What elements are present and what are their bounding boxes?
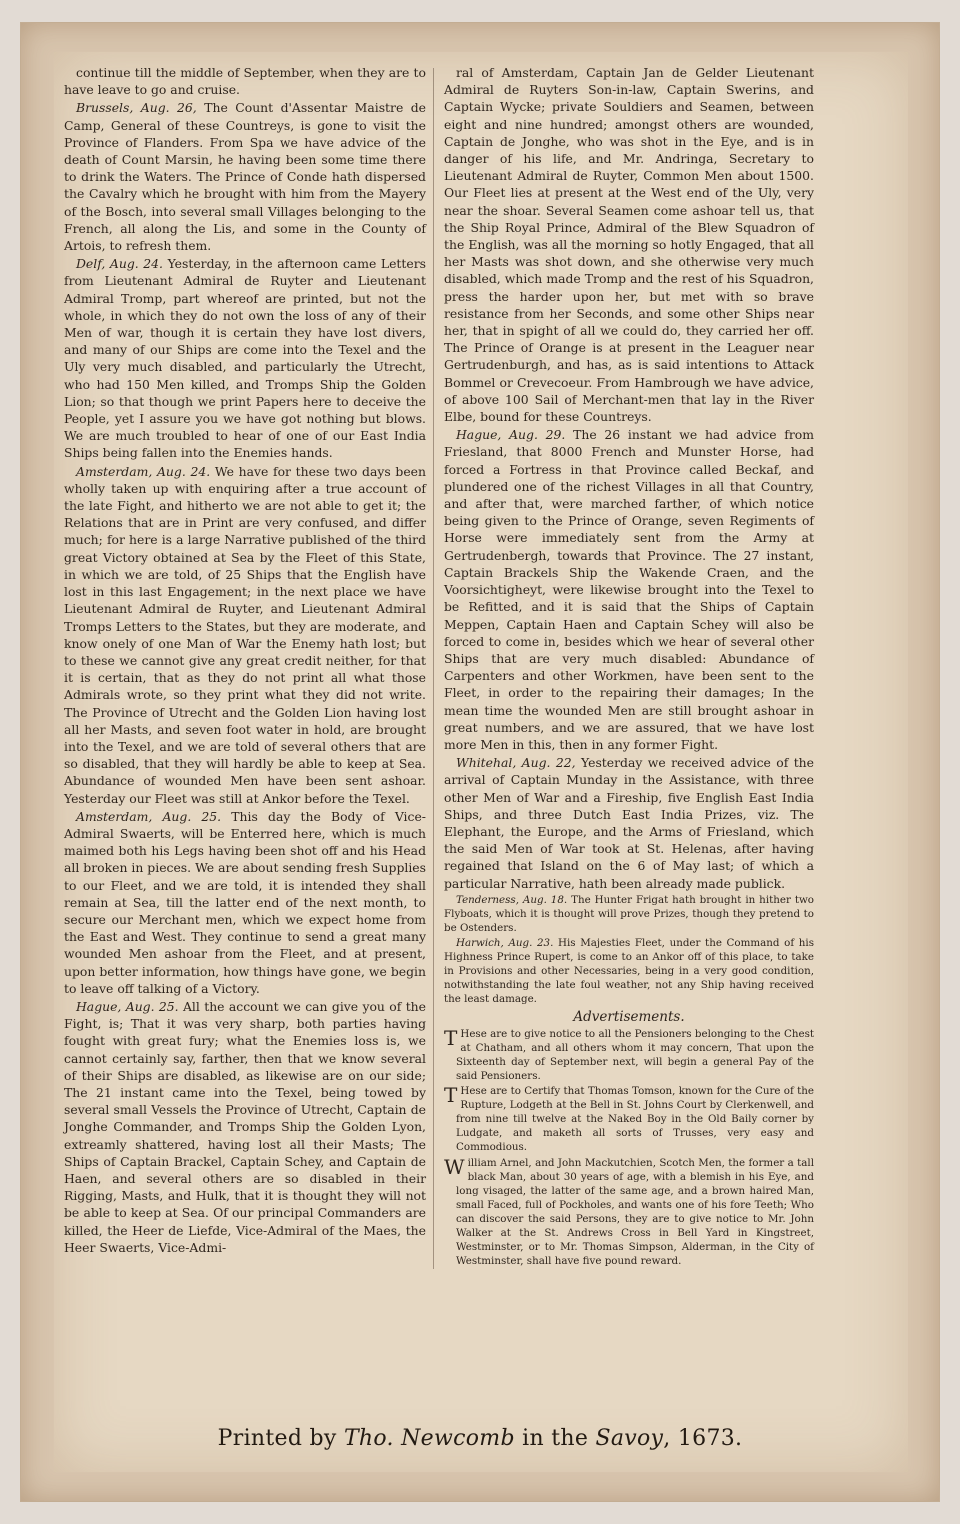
news-paragraph-small: Harwich, Aug. 23. His Majesties Fleet, under the Command of his Highness Prince Rupert, is come to an Ankor off of this place, to take in Provisions and other Necessaries, being in a very good condition, notwithstanding the late foul weather, not any Ship having received the least damage.	[444, 937, 814, 1006]
news-paragraph: Brussels, Aug. 26, The Count d'Assentar Maistre de Camp, General of these Countreys, is gone to visit the Province of Flanders. From Spa we have advice of the death of Count Marsin, he having been some time there to drink the Waters. The Prince of Conde hath dispersed the Cavalry which he brought with him from the Mayery of the Bosch, into several small Villages belonging to the French, all along the Lis, and some in the County of Artois, to refresh them.	[64, 100, 427, 254]
advertisements-heading: Advertisements.	[573, 1008, 685, 1025]
column-rule	[433, 68, 434, 1269]
advertisement: T Hese are to Certify that Thomas Tomson, known for the Cure of the Rupture, Lodgeth at the Bell in St. Johns Court by Clerkenwell, and from nine till twelve at the Naked Boy in the Old Baily corner by Ludgate, and maketh all sorts of Trusses, very easy and Commodious.	[444, 1083, 814, 1154]
news-paragraph: Delf, Aug. 24. Yesterday, in the afternoon came Letters from Lieutenant Admiral de Ruyter and Lieutenant Admiral Tromp, part whereof are printed, but not the whole, in which they do not own the loss of any of their Men of war, though it is certain they have lost divers, and many of our Ships are come into the Texel and the Uly very much disabled, and particularly the Utrecht, who had 150 Men killed, and Tromps Ship the Golden Lion; so that though we print Papers here to deceive the People, yet I assure you we have got nothing but blows. We are much troubled to hear of one of our East India Ships being fallen into the Enemies hands.	[64, 256, 426, 461]
advertisement: William Arnel, and John Mackutchien, Scotch Men, the former a tall black Man, about 30 years of age, with a blemish in his Eye, and long visaged, the latter of the same age, and a brown haired Man, small Faced, full of Pockholes, and wants one of his fore Teeth; Who can discover the said Persons, they are to give notice to Mr. John Walker at the St. Andrews Cross in Bell Yard in Kingstreet, Westminster, or to Mr. Thomas Simpson, Alderman, in the City of Westminster, shall have five pound reward.	[444, 1154, 814, 1268]
news-paragraph: ral of Amsterdam, Captain Jan de Gelder Lieutenant Admiral de Ruyters Son-in-law, Captain Swerins, and Captain Wycke; private Souldiers and Seamen, between eight and nine hundred; amongst others are wounded, Captain de Jonghe, who was shot in the Eye, and is in danger of his life, and Mr. Andringa, Secretary to Lieutenant Admiral de Ruyter, Common Men about 1500. Our Fleet lies at present at the West end of the Uly, very near the shoar. Several Seamen come ashoar tell us, that the Ship Royal Prince, Admiral of the Blew Squadron of the English, was all the morning so hotly Engaged, that all her Masts was shot down, and she otherwise very much disabled, which made Tromp and the rest of his Squadron, press the harder upon her, but met with so brave resistance from her Seconds, and some other Ships near her, that in spight of all we could do, they carried her off. The Prince of Orange is at present in the Leaguer near Gertrudenburgh, and has, as is said intentions to Attack Bommel or Crevecoeur. From Hambrough we have advice, of above 100 Sail of Merchant-men that lay in the River Elbe, bound for these Countreys.	[444, 65, 814, 425]
news-paragraph: Amsterdam, Aug. 25. This day the Body of Vice-Admiral Swaerts, will be Enterred here, which is much maimed both his Legs having been shot off and his Head all broken in pieces. We are about sending fresh Supplies to our Fleet, and we are told, it is intended they shall remain at Sea, till the latter end of the next month, to secure our Merchant men, which we expect home from the East and West. They continue to send a great many wounded Men ashoar from the Fleet, and at present, upon better information, how things have gone, we begin to leave off talking of a Victory.	[64, 808, 426, 996]
news-paragraph: Whitehal, Aug. 22, Yesterday we received advice of the arrival of Captain Munday in the Assistance, with three other Men of War and a Fireship, five English East India Ships, and three Dutch East India Prizes, viz. The Elephant, the Europe, and the Arms of Friesland, which the said Men of War took at St. Helenas, after having regained that Island on the 6 of May last; of which a particular Narrative, hath been already made publick.	[444, 755, 814, 891]
right-column	[444, 64, 814, 1269]
news-paragraph: Hague, Aug. 25. All the account we can give you of the Fight, is; That it was very sharp, both parties having fought with great fury; what the Enemies loss is, we cannot certainly say, farther, then that we know several of their Ships are disabled, as likewise are on our side; The 21 instant came into the Texel, being towed by several small Vessels the Province of Utrecht, Captain de Jonghe Commander, and Tromps Ship the Golden Lyon, extreamly shattered, having lost all their Masts; The Ships of Captain Brackel, Captain Schey, and Captain de Haen, and several others are so disabled in their Rigging, Masts, and Hulk, that it is thought they will not be able to keep at Sea. Of our principal Commanders are killed, the Heer de Liefde, Vice-Admiral of the Maes, the Heer Swaerts, Vice-Admi-	[64, 998, 426, 1255]
advertisement: T Hese are to give notice to all the Pensioners belonging to the Chest at Chatham, and all others whom it may concern, That upon the Sixteenth day of September next, will begin a general Pay of the said Pensioners.	[444, 1025, 814, 1082]
news-paragraph: Hague, Aug. 29. The 26 instant we had advice from Friesland, that 8000 French and Munster Horse, had forced a Fortress in that Province called Beckaf, and plundered one of the richest Villages in all that Country, and after that, were marched farther, of which notice being given to the Prince of Orange, seven Regiments of Horse were immediately sent from the Army at Gertrudenbergh, towards that Province. The 27 instant, Captain Brackels Ship the Wakende Craen, and the Voorsichtigheyt, were likewise brought into the Texel to be Refitted, and it is said that the Ships of Captain Meppen, Captain Haen and Captain Schey will also be forced to come in, besides which we hear of several other Ships that are very much disabled: Abundance of Carpenters and other Workmen, have been sent to the Fleet, in order to the repairing their damages; In the mean time the wounded Men are still brought ashoar in great numbers, and we are assured, that we have lost more Men in this, then in any former Fight.	[444, 427, 814, 752]
news-paragraph-small: Tenderness, Aug. 18. The Hunter Frigat hath brought in hither two Flyboats, which it is thought will prove Prizes, though they pretend to be Ostenders.	[444, 893, 814, 934]
news-paragraph: continue till the middle of September, when they are to have leave to go and cruise.	[64, 65, 426, 98]
left-column	[64, 64, 426, 1257]
news-paragraph: Amsterdam, Aug. 24. We have for these two days been wholly taken up with enquiring after a true account of the late Fight, and hitherto we are not able to get it; the Relations that are in Print are very confused, and differ much; for here is a large Narrative published of the third great Victory obtained at Sea by the Fleet of this State, in which we are told, of 25 Ships that the English have lost in this last Engagement; in the next place we have Lieutenant Admiral de Ruyter, and Lieutenant Admiral Tromps Letters to the States, but they are moderate, and know onely of one Man of War the Enemy hath lost; but to these we cannot give any great credit neither, for that it is certain, that as they do not print all what those Admirals wrote, so they print what they did not write. The Province of Utrecht and the Golden Lion having lost all her Masts, and seven foot water in hold, are brought into the Texel, and we are told of several others that are so disabled, that they will hardly be able to keep at Sea. Abundance of wounded Men have been sent ashoar. Yesterday our Fleet was still at Ankor before the Texel.	[64, 463, 426, 806]
printer-imprint: Printed by Tho. Newcomb in the Savoy, 1673.	[217, 1426, 743, 1451]
